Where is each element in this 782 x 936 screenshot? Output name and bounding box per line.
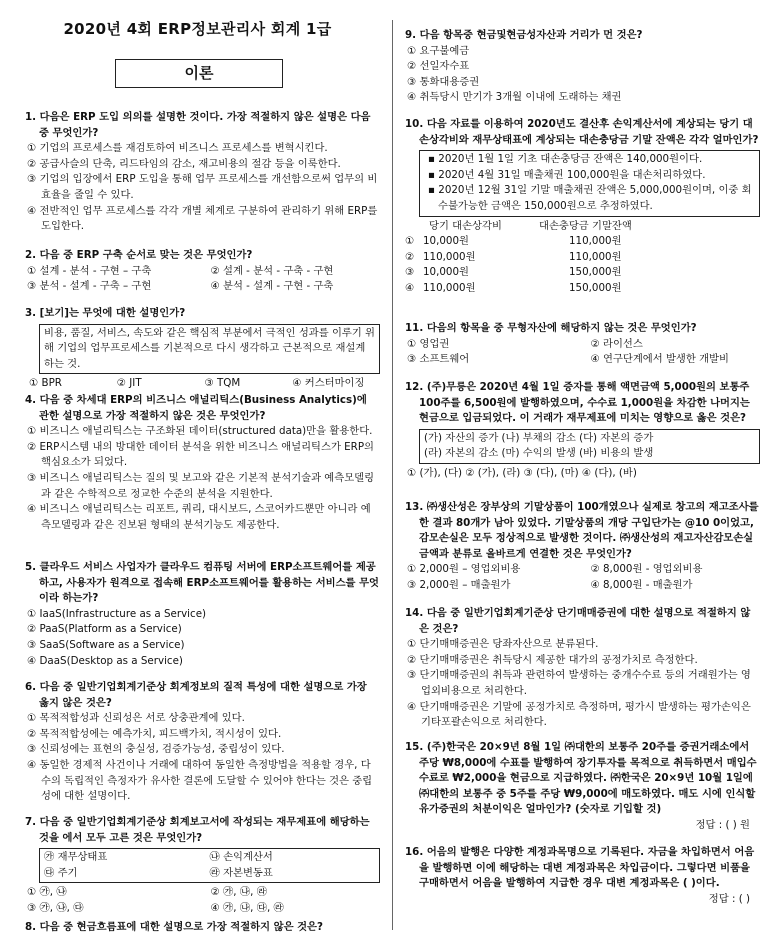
question-13: 13. ㈜생산성은 장부상의 기말상품이 100개였으나 실제로 창고의 재고조사를 한 결과 80개가 남아 있었다. 기말상품의 개당 구입단가는 @10 0이었고, 감모손실은 모두 정상적으로 발생한 것이다. ㈜생산성의 재고자산감모손실 금액과 분류로 올바르게 연결한 것은 무엇인가? ① 2,000원 – 영업외비용 ② 8,000원 - 영업외비용 ③ 2,000원 – 매출원가 ④ 8,000원 - 매출원가 xyxy=(405,501,759,591)
q10-box: ▪ 2020년 1월 1일 기초 대손충당금 잔액은 140,000원이다. ▪ 2020년 4월 31일 매출채권 100,000원을 대손처리하였다. ▪ 2020년 12월 31일 기말 매출채권 잔액은 5,000,000원이며, 이중 회수불가능한 금액은 150,000원으로 추정하였다. xyxy=(419,150,760,216)
q15-answer[interactable]: 정답 : ( ) 원 xyxy=(695,818,750,831)
column-divider xyxy=(392,20,393,930)
question-14: 14. 다음 중 일반기업회계기준상 단기매매증권에 대한 설명으로 적절하지 않은 것은? ① 단기매매증권은 당좌자산으로 분류된다. ② 단기매매증권은 취득당시 제공한 대가의 공정가치로 측정한다. ③ 단기매매증권의 취득과 관련하여 발생하는 중개수수료 등의 거래원가는 영업외비용으로 처리한다. ④ 단기매매증권은 기말에 공정가치로 측정하며, 평가시 발생하는 평가손익은 기타포괄손익으로 처리한다. xyxy=(405,607,751,729)
question-4: 4. 다음 중 차세대 ERP의 비즈니스 애널리틱스(Business Analytics)에 관한 설명으로 가장 적절하지 않은 것은 무엇인가? ① 비즈니스 애널리틱스는 구조화된 데이터(structured data)만을 활용한다. ② ERP시스템 내의 방대한 데이터 분석을 위한 비즈니스 애널리틱스가 ERP의 핵심요소가 되었다. ③ 비즈니스 애널리틱스는 질의 및 보고와 같은 기본적 분석기술과 예측모델링과 같은 수학적으로 정교한 수준의 분석을 지원한다. ④ 비즈니스 애널리틱스는 리포트, 쿼리, 대시보드, 스코어카드뿐만 아니라 예측모델링과 같은 진보된 형태의 분석기능도 제공한다. xyxy=(25,394,375,531)
q16-answer[interactable]: 정답 : ( ) xyxy=(708,892,750,905)
exam-title: 2020년 4회 ERP정보관리사 회계 1급 xyxy=(63,20,332,38)
question-5: 5. 클라우드 서비스 사업자가 클라우드 컴퓨팅 서버에 ERP소프트웨어를 제공하고, 사용자가 원격으로 접속해 ERP소프트웨어를 활용하는 서비스를 무엇이라 하는가? ① IaaS(Infrastructure as a Service) ② PaaS(Platform as a Service) ③ SaaS(Software as a Service) ④ DaaS(Desktop as a Service) xyxy=(25,561,379,667)
question-9: 9. 다음 항목중 현금및현금성자산과 거리가 먼 것은? ① 요구불예금 ② 선일자수표 ③ 통화대용증권 ④ 취득당시 만기가 3개월 이내에 도래하는 채권 xyxy=(405,29,643,104)
question-3: 3. [보기]는 무엇에 대한 설명인가? 비용, 품질, 서비스, 속도와 같은 핵심적 부분에서 극적인 성과를 이루기 위해 기업의 업무프로세스를 기본적으로 다시 생각하고 근본적으로 재설계하는 것. ① BPR ② JIT ③ TQM ④ 커스터마이징 xyxy=(25,306,380,392)
question-2: 2. 다음 중 ERP 구축 순서로 맞는 것은 무엇인가? ① 설계 - 분석 - 구현 – 구축 ② 설계 - 분석 - 구축 - 구현 ③ 분석 - 설계 - 구축 – 구현 ④ 분석 - 설계 - 구현 - 구축 xyxy=(25,249,334,293)
question-1: 1. 다음은 ERP 도입 의의를 설명한 것이다. 가장 적절하지 않은 설명은 다음 중 무엇인가? ① 기업의 프로세스를 재검토하여 비즈니스 프로세스를 변혁시킨다. ② 공급사슬의 단축, 리드타임의 감소, 재고비용의 절감 등을 이룩한다. ③ 기업의 입장에서 ERP 도입을 통해 업무 프로세스를 개선함으로써 업무의 비효율을 줄일 수 있다. ④ 전반적인 업무 프로세스를 각각 개별 체계로 구분하여 관리하기 위해 ERP를 도입한다. xyxy=(25,111,378,233)
question-10: 10. 다음 자료를 이용하여 2020년도 결산후 손익계산서에 계상되는 당기 대손상각비와 재무상태표에 계상되는 대손충당금 기말 잔액은 각각 얼마인가? ▪ 2020년 1월 1일 기초 대손충당금 잔액은 140,000원이다. ▪ 2020년 4월 31일 매출채권 100,000원을 대손처리하였다. ▪ 2020년 12월 31일 기말 매출채권 잔액은 5,000,000원이며, 이중 회수불가능한 금액은 150,000원으로 추정하였다. 당기 대손상각비 대손충당금 기말잔액 ① 10,000원 110,000원 ② 110,000원 110,000원 ③ 10,000원 150,000원 ④ 110,000원 150,000원 xyxy=(405,118,759,294)
q7-box: ㉮ 재무상태표 ㉯ 손익계산서 ㉰ 주기 ㉱ 자본변동표 xyxy=(39,848,380,883)
q3-box: 비용, 품질, 서비스, 속도와 같은 핵심적 부분에서 극적인 성과를 이루기 위해 기업의 업무프로세스를 기본적으로 다시 생각하고 근본적으로 재설계하는 것. xyxy=(39,324,380,375)
question-6: 6. 다음 중 일반기업회계기준상 회계정보의 질적 특성에 대한 설명으로 가장 옳지 않은 것은? ① 목적적합성과 신뢰성은 서로 상충관계에 있다. ② 목적적합성에는 예측가치, 피드백가치, 적시성이 있다. ③ 신뢰성에는 표현의 충실성, 검증가능성, 중립성이 있다. ④ 동일한 경제적 사건이나 거래에 대하여 동일한 측정방법을 적용할 경우, 다수의 독립적인 측정자가 유사한 결론에 도달할 수 있어야 한다는 것은 중립성에 대한 설명이다. xyxy=(25,681,373,803)
question-12: 12. (주)무릉은 2020년 4월 1일 증자를 통해 액면금액 5,000원의 보통주 100주를 6,500원에 발행하였으며, 수수료 1,000원을 차감한 나머지는 현금으로 입금되었다. 이 거래가 재무제표에 미치는 영향으로 옳은 것은? (가) 자산의 증가 (나) 부채의 감소 (다) 자본의 증가 (라) 자본의 감소 (마) 수익의 발생 (바) 비용의 발생 ① (가), (다) ② (가), (라) ③ (다), (마) ④ (다), (바) xyxy=(405,380,760,482)
section-label: 이론 xyxy=(115,59,283,88)
question-15: 15. (주)한국은 20×9년 8월 1일 ㈜대한의 보통주 20주를 증권거래소에서 주당 ₩8,000에 수표를 발행하여 장기투자를 목적으로 취득하면서 매입수수료로 ₩2,000을 현금으로 지급하였다. ㈜한국은 20×9년 10월 1일에 ㈜대한의 보통주 중 5주를 주당 ₩9,000에 매도하였다. 매도 시에 인식할 유가증권의 처분이익은 얼마인가? (숫자로 기입할 것) 정답 : ( ) 원 xyxy=(405,740,760,834)
question-8: 8. 다음 중 현금흐름표에 대한 설명으로 가장 적절하지 않은 것은? xyxy=(25,921,323,933)
question-16: 16. 어음의 발행은 다양한 계정과목명으로 기록된다. 자금을 차입하면서 어음을 발행하면 이에 해당하는 대변 계정과목은 차입금이다. 그렇다면 비품을 구매하면서 어음을 발행하여 지급한 경우 대변 계정과목은 ( )이다. 정답 : ( ) xyxy=(405,845,760,907)
question-7: 7. 다음 중 일반기업회계기준상 회계보고서에 작성되는 재무제표에 해당하는 것을 에서 모두 고른 것은 무엇인가? ㉮ 재무상태표 ㉯ 손익계산서 ㉰ 주기 ㉱ 자본변동표 ① ㉮, ㉯ ② ㉮, ㉯, ㉱ ③ ㉮, ㉯, ㉰ ④ ㉮, ㉯, ㉰, ㉱ xyxy=(25,815,380,917)
q12-box: (가) 자산의 증가 (나) 부채의 감소 (다) 자본의 증가 (라) 자본의 감소 (마) 수익의 발생 (바) 비용의 발생 xyxy=(419,429,760,464)
question-11: 11. 다음의 항목을 중 무형자산에 해당하지 않는 것은 무엇인가? ① 영업권 ② 라이선스 ③ 소프트웨어 ④ 연구단계에서 발생한 개발비 xyxy=(405,322,729,366)
